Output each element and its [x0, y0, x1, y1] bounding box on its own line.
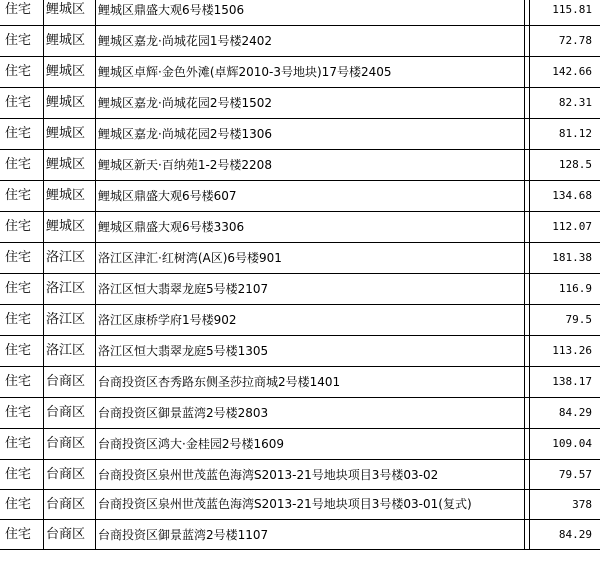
table-row: [0, 243, 600, 274]
table-row: [0, 367, 600, 398]
cell-type: 住宅: [0, 305, 44, 336]
cell-address: 鲤城区鼎盛大观6号楼1506: [96, 0, 525, 26]
bottom-fade: [0, 552, 600, 566]
cell-area: 181.38: [530, 243, 600, 274]
cell-address: 洛江区康桥学府1号楼902: [96, 305, 525, 336]
cell-address: 鲤城区新天·百纳苑1-2号楼2208: [96, 150, 525, 181]
cell-address: 台商投资区杏秀路东侧圣莎拉商城2号楼1401: [96, 367, 525, 398]
table-row: [0, 336, 600, 367]
cell-district: 台商区: [44, 367, 96, 398]
cell-address: 鲤城区嘉龙·尚城花园2号楼1306: [96, 119, 525, 150]
table-row: [0, 520, 600, 550]
cell-type: 住宅: [0, 212, 44, 243]
cell-type: 住宅: [0, 88, 44, 119]
cell-district: 鲤城区: [44, 119, 96, 150]
cell-type: 住宅: [0, 57, 44, 88]
cell-address: 鲤城区鼎盛大观6号楼3306: [96, 212, 525, 243]
cell-address: 鲤城区嘉龙·尚城花园1号楼2402: [96, 26, 525, 57]
table-row: [0, 88, 600, 119]
cell-area: 378: [530, 490, 600, 520]
table-row: [0, 0, 600, 26]
cell-district: 台商区: [44, 460, 96, 490]
cell-area: 79.57: [530, 460, 600, 490]
cell-address: 鲤城区卓辉·金色外滩(卓辉2010-3号地块)17号楼2405: [96, 57, 525, 88]
cell-address: 洛江区津汇·红树湾(A区)6号楼901: [96, 243, 525, 274]
cell-address: 台商投资区御景蓝湾2号楼1107: [96, 520, 525, 550]
cell-district: 台商区: [44, 520, 96, 550]
cell-type: 住宅: [0, 367, 44, 398]
cell-type: 住宅: [0, 490, 44, 520]
table-row: [0, 119, 600, 150]
cell-district: 台商区: [44, 429, 96, 460]
cell-type: 住宅: [0, 429, 44, 460]
cell-area: 72.78: [530, 26, 600, 57]
cell-address: 台商投资区泉州世茂蓝色海湾S2013-21号地块项目3号楼03-02: [96, 460, 525, 490]
cell-area: 113.26: [530, 336, 600, 367]
cell-area: 116.9: [530, 274, 600, 305]
cell-area: 79.5: [530, 305, 600, 336]
cell-area: 128.5: [530, 150, 600, 181]
cell-district: 台商区: [44, 398, 96, 429]
cell-type: 住宅: [0, 520, 44, 550]
cell-type: 住宅: [0, 274, 44, 305]
cell-district: 鲤城区: [44, 212, 96, 243]
cell-type: 住宅: [0, 119, 44, 150]
cell-area: 138.17: [530, 367, 600, 398]
table-row: [0, 150, 600, 181]
cell-area: 81.12: [530, 119, 600, 150]
table-row: [0, 212, 600, 243]
table-row: [0, 274, 600, 305]
cell-area: 142.66: [530, 57, 600, 88]
table-row: [0, 57, 600, 88]
cell-district: 洛江区: [44, 243, 96, 274]
cell-district: 洛江区: [44, 336, 96, 367]
cell-type: 住宅: [0, 243, 44, 274]
cell-type: 住宅: [0, 0, 44, 26]
cell-area: 82.31: [530, 88, 600, 119]
cell-address: 鲤城区嘉龙·尚城花园2号楼1502: [96, 88, 525, 119]
cell-type: 住宅: [0, 181, 44, 212]
table-row: [0, 460, 600, 490]
table-row: [0, 181, 600, 212]
cell-address: 鲤城区鼎盛大观6号楼607: [96, 181, 525, 212]
cell-area: 109.04: [530, 429, 600, 460]
cell-district: 洛江区: [44, 305, 96, 336]
cell-district: 鲤城区: [44, 26, 96, 57]
table-row: [0, 26, 600, 57]
table-row: [0, 398, 600, 429]
table-row: [0, 490, 600, 520]
cell-type: 住宅: [0, 26, 44, 57]
cell-address: 台商投资区御景蓝湾2号楼2803: [96, 398, 525, 429]
cell-district: 鲤城区: [44, 150, 96, 181]
table-row: [0, 305, 600, 336]
cell-district: 鲤城区: [44, 57, 96, 88]
cell-address: 洛江区恒大翡翠龙庭5号楼2107: [96, 274, 525, 305]
cell-area: 134.68: [530, 181, 600, 212]
cell-address: 台商投资区鸿大·金桂园2号楼1609: [96, 429, 525, 460]
cell-type: 住宅: [0, 398, 44, 429]
cell-area: 84.29: [530, 520, 600, 550]
cell-area: 84.29: [530, 398, 600, 429]
cell-address: 台商投资区泉州世茂蓝色海湾S2013-21号地块项目3号楼03-01(复式): [96, 490, 525, 520]
cell-district: 鲤城区: [44, 0, 96, 26]
cell-district: 台商区: [44, 490, 96, 520]
cell-address: 洛江区恒大翡翠龙庭5号楼1305: [96, 336, 525, 367]
cell-district: 鲤城区: [44, 88, 96, 119]
cell-type: 住宅: [0, 336, 44, 367]
cell-type: 住宅: [0, 460, 44, 490]
cell-district: 鲤城区: [44, 181, 96, 212]
cell-area: 115.81: [530, 0, 600, 26]
cell-type: 住宅: [0, 150, 44, 181]
table-row: [0, 429, 600, 460]
cell-district: 洛江区: [44, 274, 96, 305]
cell-area: 112.07: [530, 212, 600, 243]
